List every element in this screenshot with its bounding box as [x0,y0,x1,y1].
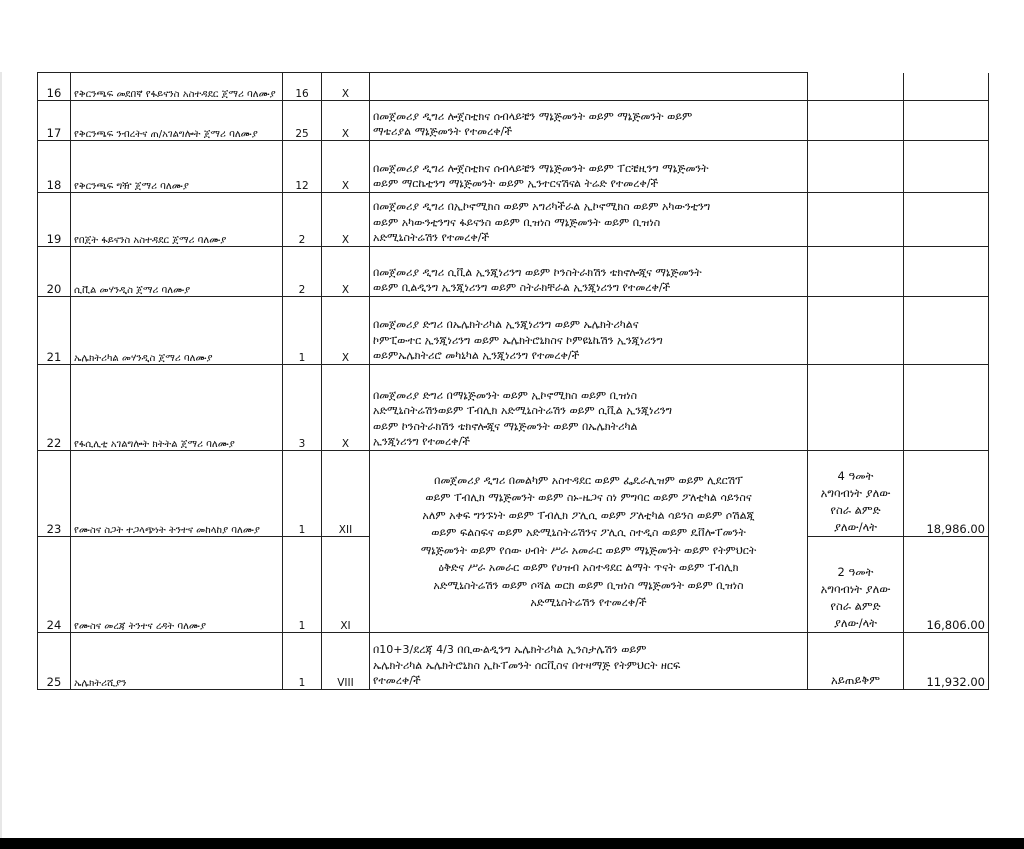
salary-cell: 11,932.00 [904,633,989,690]
experience-line: የስራ ልምድ [830,599,881,613]
job-level: X [322,141,370,193]
experience-line: አግባብነት ያለው [820,582,891,596]
qualification-cell [370,247,808,297]
salary-cell: 18,986.00 [904,451,989,537]
job-level: X [322,101,370,141]
job-level: X [322,297,370,365]
experience-cell [808,141,904,193]
page-edge [0,0,2,849]
qualification-line: ኤሌክትሪካል ኤሌክትሮኒክስ ኢኩፐመንት ሰርቪስና በተዛማጅ የትምህርት ዘርፍ [373,658,681,672]
job-title: የቅርንጫፍ መደበኛ የፋይናንስ አስተዳደር ጀማሪ ባለሙያ [71,73,283,101]
qualification-line: ወይምኤሌክትሪሮ መካኒካል ኢንጂነሪንግ የተመረቀ/ች [373,349,580,363]
table-row [38,297,989,365]
qualification-line: አድሚኒስትሬሽንወይም ፐብሊክ አድሚኒስትሬሽን ወይም ሲቪል ኢንጂነሪንግ [373,404,673,418]
row-number: 23 [38,451,71,537]
table-row [38,365,989,451]
qualification-line: ወይም ቢልዲንግ ኢንጂነሪንግ ወይም ስትራክቸራል ኢንጂነሪንግ የተመረቀ/ች [373,281,671,295]
qualification-cell [370,193,808,247]
salary-cell [904,247,989,297]
row-number: 25 [38,633,71,690]
job-title: የበጀት ፋይናንስ አስተዳደር ጀማሪ ባለሙያ [71,193,283,247]
top-margin [0,0,1024,72]
vacancy-count: 2 [283,247,322,297]
job-title: የሙስና ስጋት ተጋላጭነት ትንተና መከላከያ ባለሙያ [71,451,283,537]
table-row [38,247,989,297]
job-title: የፋሲሊቲ አገልግሎት ክትትል ጀማሪ ባለሙያ [71,365,283,451]
experience-cell [808,451,904,537]
job-title: የቅርንጫፍ ግዥ ጀማሪ ባለሙያ [71,141,283,193]
qualification-line: ኮምፒውተር ኢንጂነሪንግ ወይም ኤሌክትሮኒክስና ኮምዩኒኬሽን ኢንጂነሪንግ [373,333,663,347]
vacancy-count: 25 [283,101,322,141]
job-level: X [322,247,370,297]
qualification-line: በመጀመሪያ ድግሪ በኤሌክትሪካል ኢንጂነሪንግ ወይም ኤሌክትሪካልና [373,318,639,332]
job-level: X [322,193,370,247]
job-level: X [322,365,370,451]
qualification-line: በመጀመሪያ ዲግሪ ሲቪል ኢንጂነሪንግ ወይም ኮንስትራክሽን ቴክኖሎጂና ማኔጅመንት [373,265,702,279]
qualification-line: ወይም ኮንስትራክሽን ቴክኖሎጂና ማኔጅመንት ወይም በኤሌክትሪካል [373,419,638,433]
experience-line: 4 ዓመት [837,469,874,483]
qualification-cell [370,365,808,451]
qualification-line: ወይም ፍልስፍና ወይም አድሚኒስትሬሽንና ፖሊሲ ስተዲስ ወይም ዴቨሎፐመንት [431,526,746,539]
table-row [38,73,989,101]
qualification-cell [370,73,808,101]
row-number: 21 [38,297,71,365]
vacancy-count: 3 [283,365,322,451]
experience-line: ያለው/ላት [833,616,878,630]
table-row [38,141,989,193]
experience-cell [808,101,904,141]
qualification-line: በመጀመሪያ ዲግሪ በመልካም አስተዳደር ወይም ፌዴራሊዝም ወይም ሊደርሽፕ [434,473,743,487]
salary-cell [904,73,989,101]
salary-cell [904,193,989,247]
qualification-line: ወይም ፐብሊክ ማኔጅመንት ወይም ስኑ-ዜጋና ስነ ምግባር ወይም ፖለቲካል ሳይንስና [425,491,752,504]
experience-cell [808,365,904,451]
experience-cell: አይጠይቅም [808,633,904,690]
salary-cell [904,101,989,141]
job-level: XII [322,451,370,537]
qualification-line: በመጀመሪያ ዲግሪ ሎጀስቲክና ሰብላይቼን ማኔጅመንት ወይም ማኔጅመንት ወይም [373,109,693,123]
salary-cell [904,297,989,365]
experience-line: 2 ዓመት [837,565,874,579]
qualification-line: በመጀመሪያ ድግሪ በማኔጅመንት ወይም ኢኮኖሚክስ ወይም ቢዝነስ [373,388,638,402]
table-row [38,633,989,690]
vacancy-count: 12 [283,141,322,193]
experience-line: አግባብነት ያለው [820,486,891,500]
qualification-line: ወይም አካውንቲንግና ፋይናንስ ወይም ቢዝነስ ማኔጅመንት ወይም ቢዝነስ [373,215,661,229]
qualification-line: የተመረቀ/ች [373,674,421,688]
experience-line: ያለው/ላት [833,520,878,534]
vacancy-count: 1 [283,633,322,690]
bottom-edge-bar [0,838,1024,849]
row-number: 24 [38,537,71,633]
salary-cell [904,141,989,193]
vacancy-count: 1 [283,297,322,365]
qualification-line: አድሚኒስትሬሽን ወይም ሶሻል ወርክ ወይም ቢዝነስ ማኔጅመንት ወይም ቢዝነስ [433,578,744,592]
job-level: VIII [322,633,370,690]
qualification-cell [370,141,808,193]
salary-cell: 16,806.00 [904,537,989,633]
qualification-line: ኢንጂነሪንግ የተመረቀ/ች [373,435,470,449]
experience-cell [808,247,904,297]
qualification-line: በመጀመሪያ ዲግሪ ሎጀስቲክና ሰብላይቼን ማኔጅመንት ወይም ፐርቼዚንግ ማኔጅመንት [373,161,709,175]
vacancy-count: 1 [283,537,322,633]
job-title: ሲቪል መሃንዲስ ጀማሪ ባለሙያ [71,247,283,297]
experience-cell [808,297,904,365]
job-requirements-table [37,72,989,690]
vacancy-count: 16 [283,73,322,101]
experience-cell [808,193,904,247]
table-row [38,193,989,247]
row-number: 18 [38,141,71,193]
qualification-line: ወይም ማርኬቲንግ ማኔጅመንት ወይም ኢንተርናሽናል ትሬድ የተመረቀ/ች [373,177,659,191]
job-level: XI [322,537,370,633]
job-title: ኤሌክትሪሺያን [71,633,283,690]
row-number: 19 [38,193,71,247]
row-number: 20 [38,247,71,297]
experience-cell [808,73,904,101]
experience-cell [808,537,904,633]
qualification-line: በ10+3/ደረጃ 4/3 በቢውልዲንግ ኤሌክትሪካል ኢንስታሌሽን ወይም [373,643,647,657]
job-title: የሙስና መረጃ ትንተና ረዳት ባለሙያ [71,537,283,633]
qualification-line: አድሚኒስትሬሽን የተመረቀ/ች [373,231,490,245]
qualification-line: በመጀመሪያ ዲግሪ በኢኮኖሚክስ ወይም አግሪካችራል ኢኮኖሚክስ ወይም አካውንቲንግ [373,200,711,214]
row-number: 16 [38,73,71,101]
qualification-line: ማኔጅመንት ወይም የሰው ሀብት ሥራ አመራር ወይም ማኔጅመንት ወይም የትምህርት [420,543,757,557]
qualification-line: ማቴሪያል ማኔጅመንት የተመረቀ/ች [373,125,513,139]
job-title: የቅርንጫፍ ንብረትና ጠ/አገልግሎት ጀማሪ ባለሙያ [71,101,283,141]
qualification-line: ዕቅድና ሥራ አመራር ወይም የሀዝብ አስተዳደር ልማት ጥናት ወይም ፐብሊክ [438,561,739,574]
row-number: 22 [38,365,71,451]
row-number: 17 [38,101,71,141]
qualification-cell [370,297,808,365]
qualification-line: አድሚኒስትሬሽን የተመረቀ/ች [530,596,647,609]
table-row [38,101,989,141]
job-title: ኤሌክትሪካል መሃንዲስ ጀማሪ ባለሙያ [71,297,283,365]
experience-line: የስራ ልምድ [830,503,881,517]
qualification-line: አለም አቀፍ ግንኙነት ወይም ፐብሊክ ፖሊሲ ወይም ፖለቲካል ሳይንስ ወይም ሶሽልጂ [422,508,755,522]
vacancy-count: 1 [283,451,322,537]
qualification-cell-merged [370,451,808,633]
qualification-cell [370,633,808,690]
table-row [38,451,989,537]
salary-cell [904,365,989,451]
qualification-cell [370,101,808,141]
job-level: X [322,73,370,101]
vacancy-count: 2 [283,193,322,247]
